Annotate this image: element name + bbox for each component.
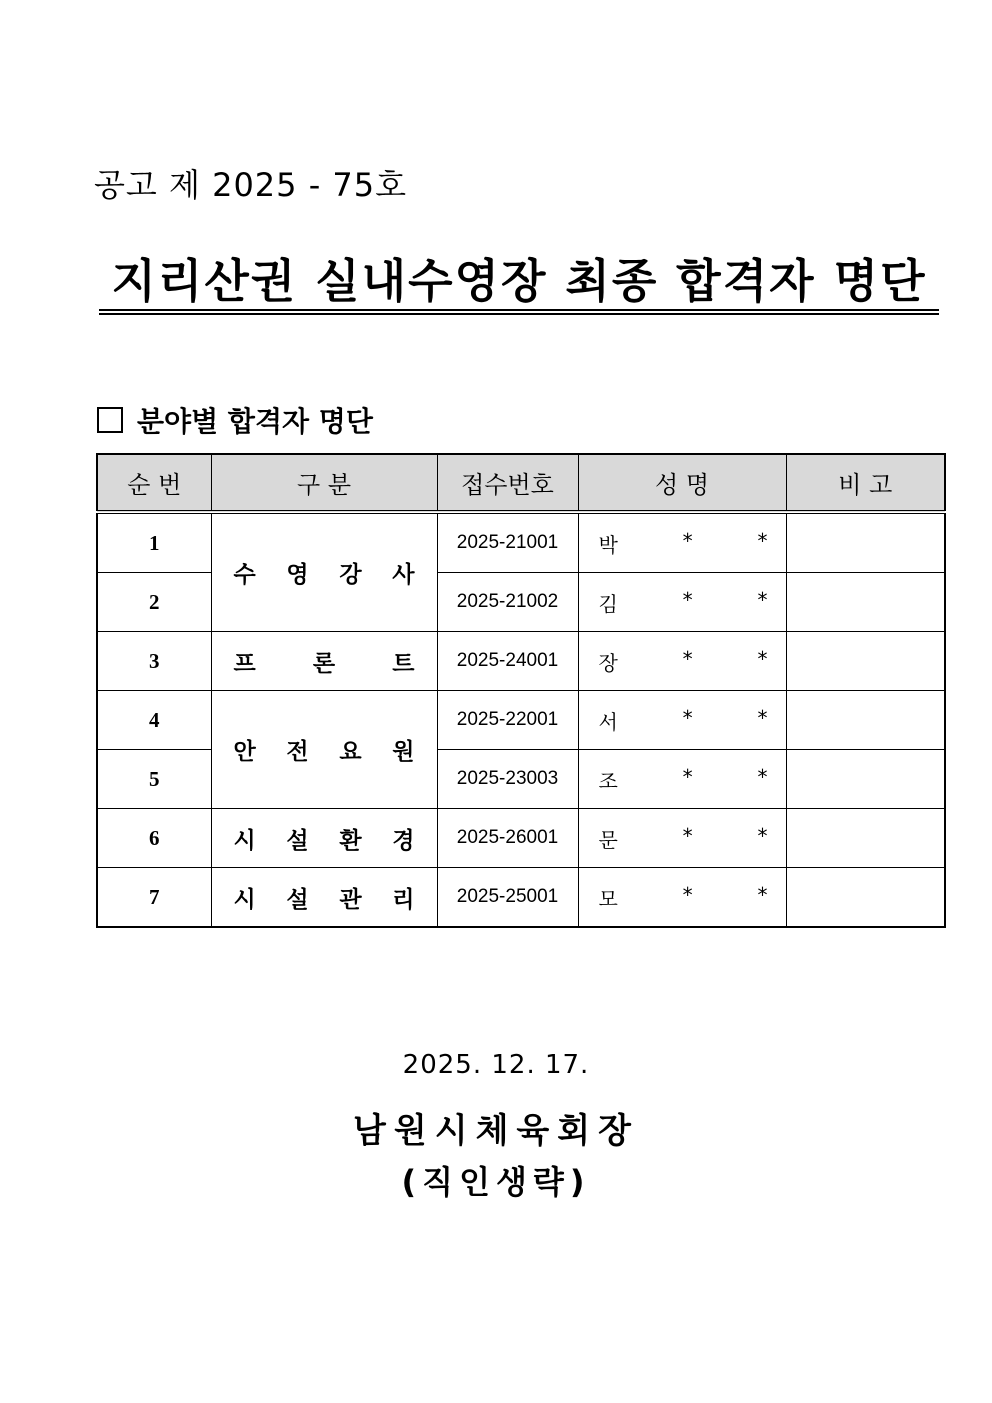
- masked-name: [579, 706, 786, 735]
- name-part: *: [682, 528, 693, 553]
- section-heading: [97, 400, 373, 440]
- column-header-category: 구 분: [211, 454, 437, 512]
- row-number: 5: [97, 750, 211, 809]
- name-part: *: [682, 764, 693, 789]
- row-receipt-number: 2025-24001: [437, 632, 578, 691]
- row-name: [578, 573, 786, 632]
- name-part: 조: [598, 768, 618, 793]
- name-part: *: [682, 587, 693, 612]
- name-part: *: [757, 587, 768, 612]
- name-part: 장: [598, 650, 618, 675]
- row-name: [578, 632, 786, 691]
- row-remarks: [786, 809, 945, 868]
- table-row: [97, 512, 945, 573]
- name-part: 모: [598, 886, 618, 911]
- row-number: 4: [97, 691, 211, 750]
- masked-name: [579, 765, 786, 794]
- column-header-remarks: 비 고: [786, 454, 945, 512]
- row-category: [211, 691, 437, 809]
- announcement-date: 2025. 12. 17.: [402, 1050, 590, 1080]
- row-name: [578, 691, 786, 750]
- masked-name: [579, 647, 786, 676]
- name-part: *: [682, 705, 693, 730]
- checkbox-square-icon: [97, 407, 123, 433]
- column-header-receipt-number: 접수번호: [437, 454, 578, 512]
- row-receipt-number: 2025-22001: [437, 691, 578, 750]
- row-name: [578, 809, 786, 868]
- row-receipt-number: 2025-21002: [437, 573, 578, 632]
- row-number: 3: [97, 632, 211, 691]
- row-remarks: [786, 750, 945, 809]
- row-remarks: [786, 512, 945, 573]
- category-label: 수 영 강 사: [233, 562, 415, 588]
- row-receipt-number: 2025-23003: [437, 750, 578, 809]
- row-name: [578, 750, 786, 809]
- successful-applicants-table: [96, 453, 946, 928]
- name-part: *: [757, 882, 768, 907]
- table-row: [97, 691, 945, 750]
- name-part: *: [757, 764, 768, 789]
- row-remarks: [786, 632, 945, 691]
- row-remarks: [786, 573, 945, 632]
- masked-name: [579, 588, 786, 617]
- row-category: [211, 632, 437, 691]
- issuing-organization: 남원시체육회장: [353, 1111, 639, 1151]
- masked-name: [579, 529, 786, 558]
- row-name: [578, 512, 786, 573]
- name-part: 김: [598, 591, 618, 616]
- name-part: *: [682, 823, 693, 848]
- row-name: [578, 868, 786, 928]
- column-header-number: 순 번: [97, 454, 211, 512]
- row-remarks: [786, 691, 945, 750]
- row-number: 1: [97, 512, 211, 573]
- name-part: *: [757, 705, 768, 730]
- row-receipt-number: 2025-25001: [437, 868, 578, 928]
- name-part: *: [682, 882, 693, 907]
- category-label: 시 설 환 경: [233, 827, 415, 854]
- row-remarks: [786, 868, 945, 928]
- row-category: [211, 512, 437, 632]
- table-row: [97, 809, 945, 868]
- category-label: 안 전 요 원: [233, 739, 415, 765]
- column-header-name: 성 명: [578, 454, 786, 512]
- table-header-row: [97, 454, 945, 512]
- name-part: *: [682, 646, 693, 671]
- row-receipt-number: 2025-21001: [437, 512, 578, 573]
- section-label: 분야별 합격자 명단: [137, 405, 373, 438]
- row-receipt-number: 2025-26001: [437, 809, 578, 868]
- name-part: 박: [598, 532, 618, 557]
- title-underline: [99, 309, 939, 315]
- row-category: [211, 868, 437, 928]
- category-label: 시 설 관 리: [233, 886, 415, 913]
- name-part: 서: [598, 709, 618, 734]
- table-row: [97, 632, 945, 691]
- name-part: *: [757, 528, 768, 553]
- name-part: 문: [598, 827, 618, 852]
- seal-omitted-note: (직인생략): [401, 1163, 591, 1201]
- document-title: 지리산권 실내수영장 최종 합격자 명단: [111, 254, 927, 308]
- masked-name: [579, 883, 786, 912]
- name-part: *: [757, 823, 768, 848]
- row-number: 7: [97, 868, 211, 928]
- masked-name: [579, 824, 786, 853]
- notice-number: 공고 제 2025 - 75호: [94, 166, 408, 204]
- category-label: 프 론 트: [233, 650, 415, 677]
- row-number: 2: [97, 573, 211, 632]
- row-category: [211, 809, 437, 868]
- row-number: 6: [97, 809, 211, 868]
- table-row: [97, 868, 945, 928]
- name-part: *: [757, 646, 768, 671]
